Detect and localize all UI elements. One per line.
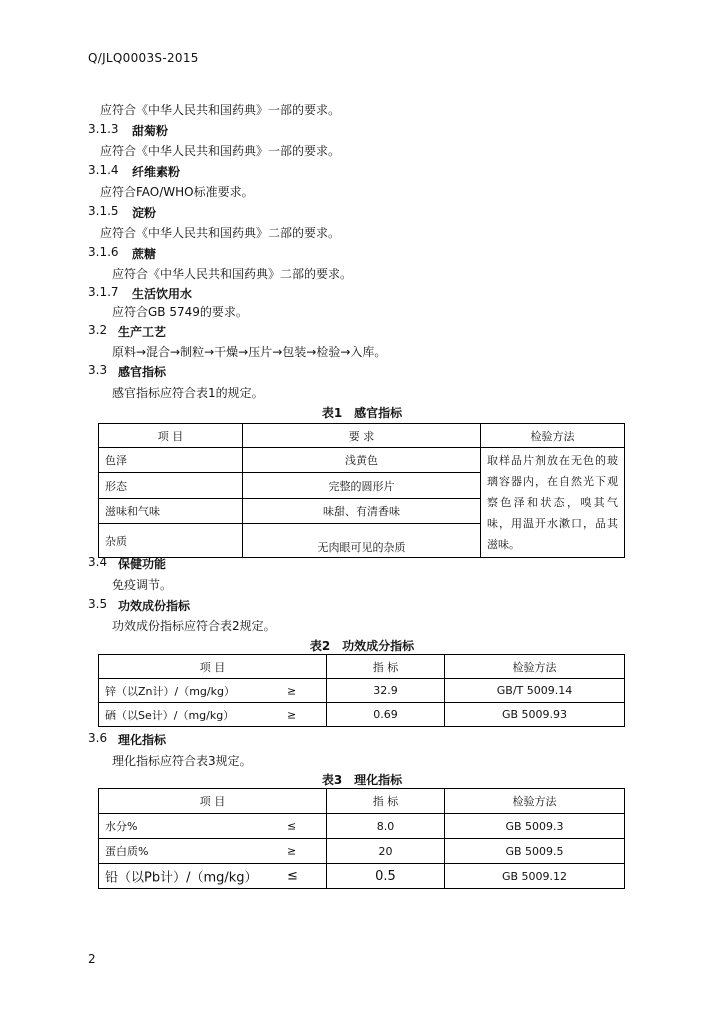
body-text: 原料→混合→制粒→干燥→压片→包装→检验→入库。 <box>112 345 387 359</box>
table-physicochemical <box>98 788 625 889</box>
section-heading: 理化指标 <box>118 733 167 747</box>
column-header: 项 目 <box>99 424 243 448</box>
table-header-row <box>99 424 625 448</box>
section-heading: 淀粉 <box>132 206 157 220</box>
body-text: 应符合《中华人民共和国药典》二部的要求。 <box>100 226 341 240</box>
section-number: 3.1.4 <box>88 163 119 177</box>
section-heading: 生活饮用水 <box>132 287 193 301</box>
column-header: 检验方法 <box>481 424 625 448</box>
section-number: 3.1.5 <box>88 204 119 218</box>
item-cell: 形态 <box>99 473 243 498</box>
item-cell: 杂质 <box>99 524 243 558</box>
section-heading: 保健功能 <box>118 557 167 571</box>
item-label: 铅（以Pb计）/（mg/kg） <box>105 870 258 886</box>
table-header-row <box>99 655 625 679</box>
body-text: 免疫调节。 <box>112 578 173 592</box>
table-caption: 表1 感官指标 <box>321 406 403 420</box>
table-sensory <box>98 423 625 558</box>
item-cell <box>99 864 327 889</box>
section-heading: 感官指标 <box>118 365 167 379</box>
test-method-cell: 取样品片剂放在无色的玻璃容器内，在自然光下观察色泽和状态，嗅其气味，用温开水漱口，品其滋味。 <box>481 448 625 558</box>
requirement-cell: 无肉眼可见的杂质 <box>243 524 481 558</box>
section-number: 3.6 <box>88 731 108 745</box>
value-cell: 0.69 <box>327 703 445 727</box>
item-cell <box>99 839 327 864</box>
comparison-symbol: ≥ <box>287 684 297 697</box>
page-number: 2 <box>88 952 96 966</box>
item-label: 蛋白质% <box>105 845 149 858</box>
column-header: 项 目 <box>99 789 327 814</box>
method-cell: GB 5009.3 <box>445 814 625 839</box>
table-functional <box>98 654 625 727</box>
value-cell: 8.0 <box>327 814 445 839</box>
column-header: 检验方法 <box>445 655 625 679</box>
requirement-cell: 味甜、有清香味 <box>243 498 481 523</box>
value-cell: 0.5 <box>327 864 445 889</box>
method-cell: GB 5009.12 <box>445 864 625 889</box>
section-number: 3.1.7 <box>88 285 119 299</box>
method-cell: GB 5009.5 <box>445 839 625 864</box>
table-row <box>99 679 625 703</box>
section-number: 3.1.6 <box>88 245 119 259</box>
requirement-cell: 浅黄色 <box>243 448 481 473</box>
item-label: 锌（以Zn计）/（mg/kg） <box>105 684 235 698</box>
section-number: 3.3 <box>88 363 108 377</box>
section-number: 3.2 <box>88 323 108 337</box>
requirement-cell: 完整的圆形片 <box>243 473 481 498</box>
body-text: 理化指标应符合表3规定。 <box>112 754 252 768</box>
column-header: 要 求 <box>243 424 481 448</box>
item-label: 硒（以Se计）/（mg/kg） <box>105 708 235 722</box>
body-text: 应符合《中华人民共和国药典》一部的要求。 <box>100 144 341 158</box>
column-header: 指 标 <box>327 655 445 679</box>
section-number: 3.1.3 <box>88 122 119 136</box>
body-text: 功效成份指标应符合表2规定。 <box>112 619 276 633</box>
section-heading: 生产工艺 <box>118 325 167 339</box>
section-heading: 蔗糖 <box>132 247 157 261</box>
table-header-row <box>99 789 625 814</box>
table-caption: 表2 功效成分指标 <box>309 639 415 653</box>
column-header: 检验方法 <box>445 789 625 814</box>
item-cell <box>99 679 327 703</box>
comparison-symbol: ≤ <box>287 819 297 833</box>
method-cell: GB/T 5009.14 <box>445 679 625 703</box>
section-number: 3.5 <box>88 597 108 611</box>
item-cell <box>99 814 327 839</box>
method-cell: GB 5009.93 <box>445 703 625 727</box>
body-text: 应符合《中华人民共和国药典》一部的要求。 <box>100 103 341 117</box>
body-text: 感官指标应符合表1的规定。 <box>112 386 264 400</box>
body-text: 应符合FAO/WHO标准要求。 <box>100 185 254 199</box>
comparison-symbol: ≥ <box>287 708 297 721</box>
table-row <box>99 839 625 864</box>
value-cell: 20 <box>327 839 445 864</box>
body-text: 应符合《中华人民共和国药典》二部的要求。 <box>112 267 353 281</box>
body-text: 应符合GB 5749的要求。 <box>112 305 248 319</box>
table-row <box>99 814 625 839</box>
value-cell: 32.9 <box>327 679 445 703</box>
item-cell <box>99 703 327 727</box>
table-row <box>99 703 625 727</box>
section-heading: 功效成份指标 <box>118 599 191 613</box>
table-row <box>99 864 625 889</box>
section-heading: 甜菊粉 <box>132 124 169 138</box>
comparison-symbol: ≥ <box>287 844 297 858</box>
section-heading: 纤维素粉 <box>132 165 181 179</box>
column-header: 项 目 <box>99 655 327 679</box>
item-cell: 色泽 <box>99 448 243 473</box>
comparison-symbol: ≤ <box>287 868 298 884</box>
section-number: 3.4 <box>88 555 108 569</box>
table-row <box>99 448 625 473</box>
column-header: 指 标 <box>327 789 445 814</box>
table-caption: 表3 理化指标 <box>321 773 403 787</box>
document-code-header: Q/JLQ0003S-2015 <box>88 51 199 65</box>
item-cell: 滋味和气味 <box>99 498 243 523</box>
item-label: 水分% <box>105 820 138 833</box>
